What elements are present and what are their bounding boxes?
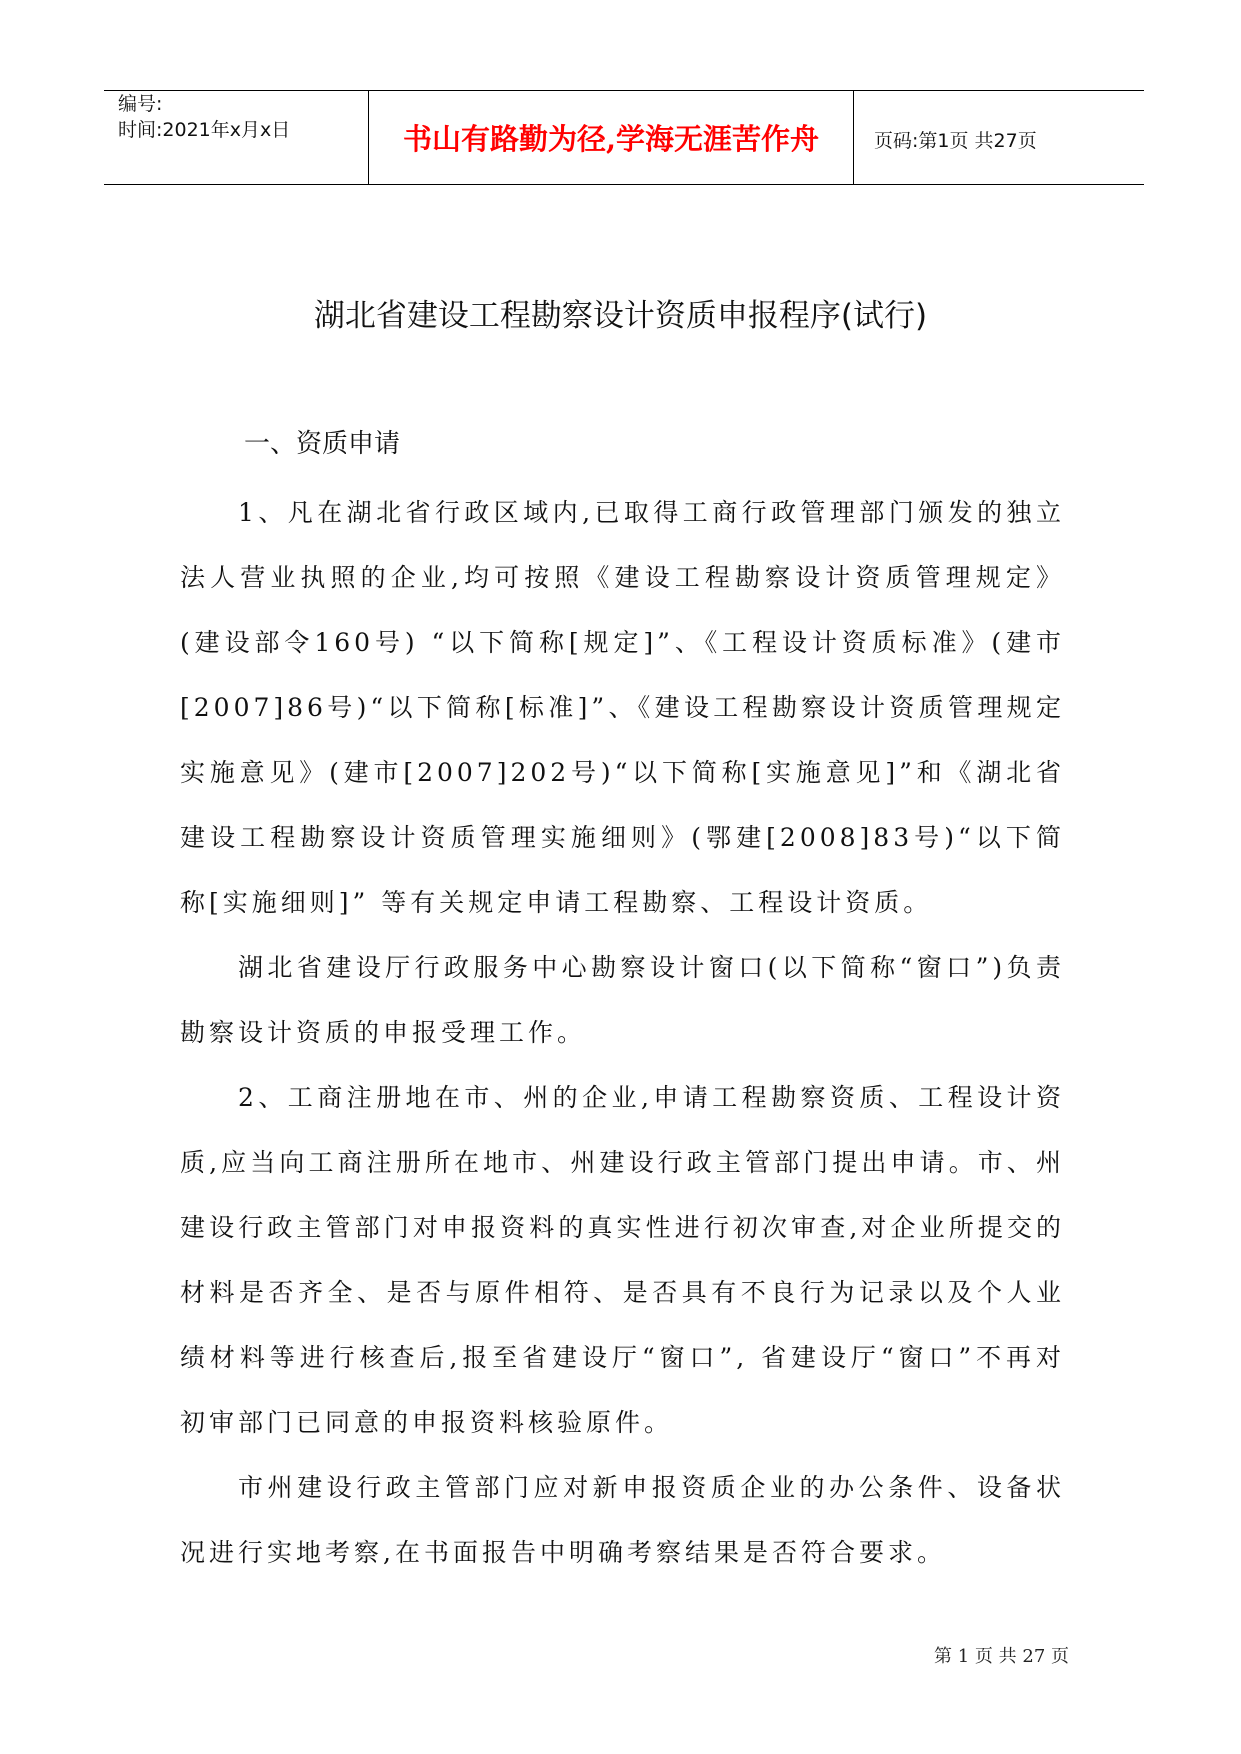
header-middle-cell xyxy=(368,91,854,184)
paragraph: 市州建设行政主管部门应对新申报资质企业的办公条件、设备状况进行实地考察,在书面报告中明确考察结果是否符合要求。 xyxy=(180,1473,1065,1567)
document-header xyxy=(104,90,1144,185)
number-label: 编号: xyxy=(118,93,163,115)
header-page-info: 页码:第1页 共27页 xyxy=(874,130,1037,152)
document-title: 湖北省建设工程勘察设计资质申报程序(试行) xyxy=(313,298,928,334)
header-left-cell xyxy=(104,91,368,184)
paragraph: 2、工商注册地在市、州的企业,申请工程勘察资质、工程设计资质,应当向工商注册所在地市、州建设行政主管部门提出申请。市、州建设行政主管部门对申报资料的真实性进行初次审查,对企业所提交的材料是否齐全、是否与原件相符、是否具有不良行为记录以及个人业绩材料等进行核查后,报至省建设厅“窗口”, 省建设厅“窗口”不再对初审部门已同意的申报资料核验原件。 xyxy=(180,1083,1065,1437)
time-label: 时间:2021年x月x日 xyxy=(118,119,291,141)
section-heading: 一、资质申请 xyxy=(244,429,401,459)
paragraph: 1、凡在湖北省行政区域内,已取得工商行政管理部门颁发的独立法人营业执照的企业,均可按照《建设工程勘察设计资质管理规定》(建设部令160号) “以下简称[规定]”、《工程设计资质标准》(建市[2007]86号)“以下简称[标准]”、《建设工程勘察设计资质管理规定实施意见》(建市[2007]202号)“以下简称[实施意见]”和《湖北省建设工程勘察设计资质管理实施细则》(鄂建[2008]83号)“以下简称[实施细则]” 等有关规定申请工程勘察、工程设计资质。 xyxy=(180,498,1065,917)
paragraph: 湖北省建设厅行政服务中心勘察设计窗口(以下简称“窗口”)负责勘察设计资质的申报受理工作。 xyxy=(180,953,1065,1047)
header-right-cell xyxy=(854,91,1144,184)
document-body xyxy=(180,480,1065,1585)
page-footer: 第 1 页 共 27 页 xyxy=(934,1646,1069,1667)
header-motto: 书山有路勤为径,学海无涯苦作舟 xyxy=(402,122,820,156)
